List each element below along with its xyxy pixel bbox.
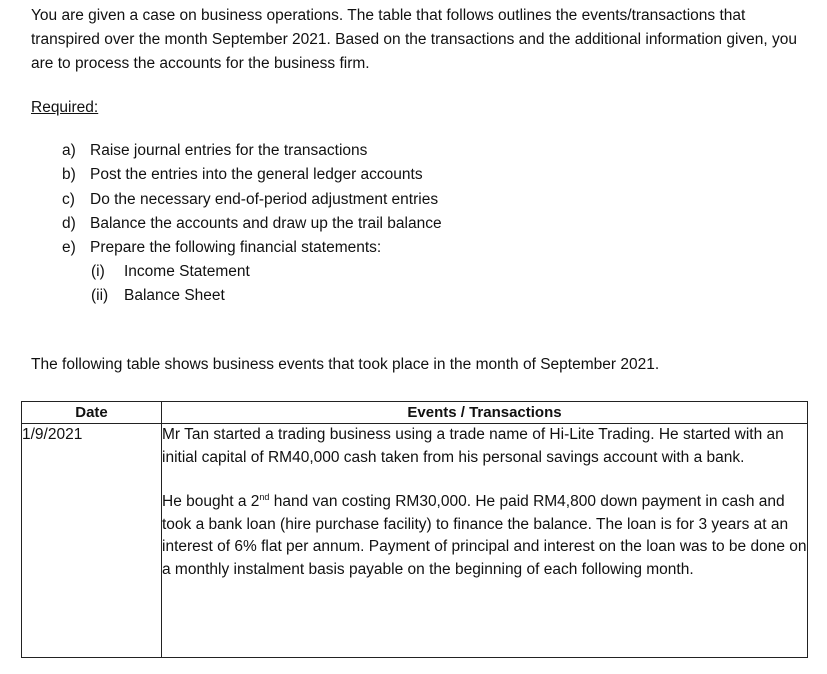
subtask-text: Balance Sheet xyxy=(124,287,225,305)
task-item xyxy=(62,188,442,212)
subtask-item xyxy=(91,260,250,284)
event-text: Mr Tan started a trading business using a trade name of Hi-Lite Trading. He started with an initial capital of RM40,000 cash taken from his personal savings account with a bank. xyxy=(162,426,784,466)
task-item xyxy=(62,139,442,163)
table-intro: The following table shows business events that took place in the month of September 2021. xyxy=(31,356,660,373)
task-marker: b) xyxy=(62,166,76,184)
date-cell: 1/9/2021 xyxy=(22,424,162,658)
subtask-text: Income Statement xyxy=(124,263,250,280)
task-text: Raise journal entries for the transactions xyxy=(90,142,368,159)
subtask-marker: (ii) xyxy=(91,287,109,305)
task-item xyxy=(62,163,442,187)
task-text: Post the entries into the general ledger accounts xyxy=(90,166,423,184)
event-text xyxy=(162,491,807,581)
task-list xyxy=(62,139,442,260)
date-header: Date xyxy=(22,402,162,424)
subtask-marker: (i) xyxy=(91,263,105,280)
task-text: Do the necessary end-of-period adjustment entries xyxy=(90,190,439,208)
task-marker: e) xyxy=(62,239,76,257)
task-marker: a) xyxy=(62,142,76,159)
table-row xyxy=(22,424,808,658)
events-table xyxy=(21,401,808,658)
subtask-list xyxy=(91,260,250,309)
table-header-row xyxy=(22,402,808,424)
task-marker: c) xyxy=(62,190,75,208)
intro-paragraph: You are given a case on business operations. The table that follows outlines the events/transactions that transpired over the month September 2021. Based on the transactions and the additional information given, you are to process the accounts for the business firm. xyxy=(31,7,798,72)
task-text: Balance the accounts and draw up the trail balance xyxy=(90,214,442,232)
required-heading: Required: xyxy=(31,99,99,116)
ordinal-suffix: nd xyxy=(259,492,270,502)
events-cell xyxy=(162,424,808,658)
task-item xyxy=(62,212,442,236)
events-header: Events / Transactions xyxy=(162,402,808,424)
task-item xyxy=(62,236,442,260)
subtask-item xyxy=(91,284,250,308)
task-text: Prepare the following financial statements: xyxy=(90,239,382,257)
event-text-part: hand van costing RM30,000. He paid RM4,800 down payment in cash and took a bank loan (hire purchase facility) to finance the balance. The loan is for 3 years at an interest of 6% flat per annum. Payment of principal and interest on the loan was to be done on a monthly instalment basis payable on the beginning of each following month. xyxy=(162,493,807,578)
event-text-part: He bought a 2 xyxy=(162,493,260,510)
task-marker: d) xyxy=(62,214,76,232)
